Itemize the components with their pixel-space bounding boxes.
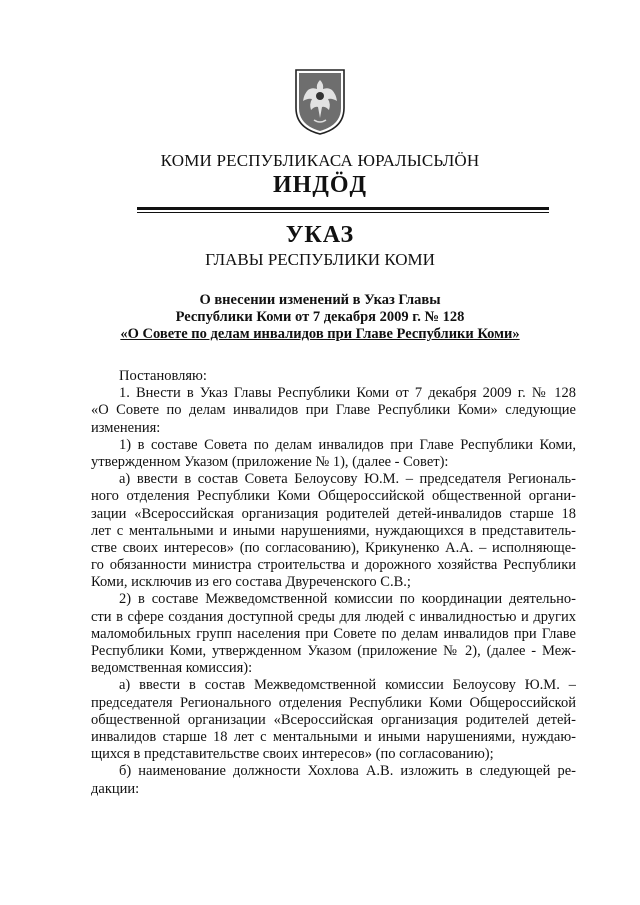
coat-of-arms-icon [294,68,346,136]
body-line: ведомственная комиссия): [91,660,253,677]
subject-line-1: О внесении изменений в Указ Главы [199,292,441,308]
body-line: инвалидов старше 18 лет с ментальными и иными нарушениями, нуждаю- [91,728,576,745]
body-line: дакции: [91,780,140,797]
document-body [91,368,576,798]
header-line-komi: КОМИ РЕСПУБЛИКАСА ЮРАЛЫСЬЛӦН [160,151,480,170]
header-divider-thick [137,207,549,210]
body-line: общественной организации «Всероссийская организация родителей детей- [91,711,576,728]
body-line: изменения: [91,419,161,436]
body-line: а) ввести в состав Совета Белоусову Ю.М. – председателя Региональ- [119,471,576,488]
subject-line-2: Республики Коми от 7 декабря 2009 г. № 128 [175,309,465,325]
body-line: председателя Регионального отделения Республики Коми Общероссийской [91,694,576,711]
body-line: 1. Внести в Указ Главы Республики Коми от 7 декабря 2009 г. № 128 [119,385,576,402]
body-line: 2) в составе Межведомственной комиссии по координации деятельно- [119,591,576,608]
document-issuer: ГЛАВЫ РЕСПУБЛИКИ КОМИ [205,250,435,269]
body-line: Коми, исключив из его состава Двуреченского С.В.; [91,574,411,591]
body-line: маломобильных групп населения при Совете по делам инвалидов при Главе [91,625,576,642]
body-line: Республики Коми, утвержденном Указом (приложение № 2), (далее - Меж- [91,643,576,659]
body-line: а) ввести в состав Межведомственной комиссии Белоусову Ю.М. – [119,677,576,694]
body-line: щихся в представительстве своих интересов» (по согласованию); [91,746,494,763]
body-line: б) наименование должности Хохлова А.В. изложить в следующей ре- [119,763,576,780]
body-line: го обязанности министра строительства и дорожного хозяйства Республики [91,557,576,574]
body-line: Постановляю: [119,368,207,384]
body-line: сти в сфере создания доступной среды для людей с инвалидностью и других [91,608,576,625]
subject-line-3: «О Совете по делам инвалидов при Главе Республики Коми» [120,326,520,342]
body-line: «О Совете по делам инвалидов при Главе Республики Коми» следующие [91,402,576,419]
body-line: лет с ментальными и иными нарушениями, нуждающихся в представитель- [91,522,576,539]
document-subject [0,292,640,343]
header-indod: ИНДӦД [272,172,368,198]
body-line: зации «Всероссийская организация родителей детей-инвалидов старше 18 [91,505,576,522]
body-line: утвержденном Указом (приложение № 1), (далее - Совет): [91,453,449,470]
body-line: стве своих интересов» (по согласованию), Крикуненко А.А. – исполняюще- [91,539,576,556]
document-title: УКАЗ [285,222,355,248]
body-line: 1) в составе Совета по делам инвалидов при Главе Республики Коми, [119,436,576,453]
header-divider-thin [137,212,549,213]
body-line: ного отделения Республики Коми Общероссийской общественной органи- [91,488,576,505]
